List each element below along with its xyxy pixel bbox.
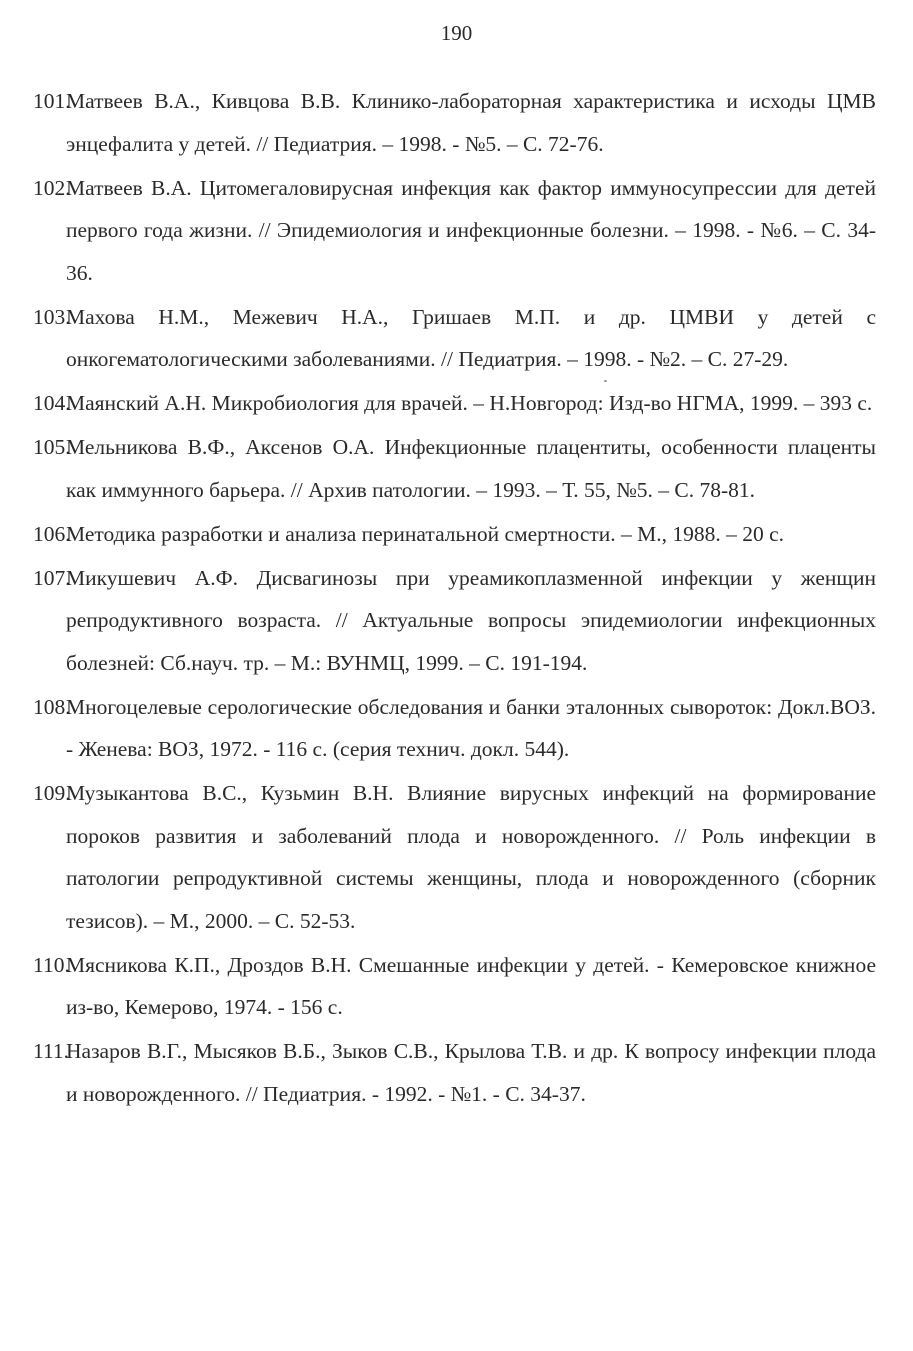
scan-speck — [604, 380, 607, 382]
reference-item-103 — [33, 296, 876, 381]
reference-number: 107. — [33, 565, 71, 590]
reference-item-105 — [33, 426, 876, 511]
reference-text: Микушевич А.Ф. Дисвагинозы при уреамикоплазменной инфекции у женщин репродуктивного возраста. // Актуальные вопросы эпидемиологии инфекционных болезней: Сб.науч. тр. – М.: ВУНМЦ, 1999. – С. 191-194. — [66, 565, 876, 675]
reference-item-110 — [33, 944, 876, 1029]
reference-item-108 — [33, 686, 876, 771]
reference-number: 101. — [33, 89, 71, 113]
reference-text: Музыкантова В.С., Кузьмин В.Н. Влияние вирусных инфекций на формирование пороков развития и заболеваний плода и новорожденного. // Роль инфекции в патологии репродуктивной системы женщины, плода и новорожденного (сборник тезисов). – М., 2000. – С. 52-53. — [66, 781, 876, 933]
reference-number: 108. — [33, 694, 71, 719]
reference-text: Матвеев В.А., Кивцова В.В. Клинико-лабораторная характеристика и исходы ЦМВ энцефалита у детей. // Педиатрия. – 1998. - №5. – С. 72-76. — [66, 89, 876, 156]
reference-item-104 — [33, 382, 876, 425]
reference-number: 106. — [33, 521, 71, 546]
reference-item-111 — [33, 1030, 876, 1115]
reference-number: 104. — [33, 391, 71, 415]
reference-number: 109. — [33, 781, 71, 805]
reference-text: Маянский А.Н. Микробиология для врачей. – Н.Новгород: Изд-во НГМА, 1999. – 393 с. — [66, 391, 873, 415]
reference-number: 105. — [33, 435, 71, 459]
reference-number: 111. — [33, 1039, 70, 1063]
reference-text: Махова Н.М., Межевич Н.А., Гришаев М.П. и др. ЦМВИ у детей с онкогематологическими заболеваниями. // Педиатрия. – 1998. - №2. – С. 27-29. — [66, 304, 876, 371]
reference-text: Матвеев В.А. Цитомегаловирусная инфекция как фактор иммуносупрессии для детей первого года жизни. // Эпидемиология и инфекционные болезни. – 1998. - №6. – С. 34-36. — [66, 175, 876, 285]
reference-item-102 — [33, 167, 876, 295]
reference-text: Мельникова В.Ф., Аксенов О.А. Инфекционные плацентиты, особенности плаценты как иммунного барьера. // Архив патологии. – 1993. – Т. 55, №5. – С. 78-81. — [66, 435, 876, 502]
reference-text: Методика разработки и анализа перинатальной смертности. – М., 1988. – 20 с. — [66, 521, 785, 546]
reference-number: 103. — [33, 304, 71, 329]
reference-item-107 — [33, 557, 876, 685]
reference-item-109 — [33, 772, 876, 942]
reference-number: 102. — [33, 175, 71, 200]
reference-item-101 — [33, 80, 876, 165]
reference-number: 110. — [33, 952, 70, 977]
reference-text: Многоцелевые серологические обследования и банки эталонных сывороток: Докл.ВОЗ. - Женева: ВОЗ, 1972. - 116 с. (серия технич. докл. 544). — [66, 694, 876, 761]
reference-text: Мясникова К.П., Дроздов В.Н. Смешанные инфекции у детей. - Кемеровское книжное из-во, Кемерово, 1974. - 156 с. — [66, 952, 876, 1019]
reference-item-106 — [33, 513, 876, 556]
reference-text: Назаров В.Г., Мысяков В.Б., Зыков С.В., Крылова Т.В. и др. К вопросу инфекции плода и новорожденного. // Педиатрия. - 1992. - №1. - С. 34-37. — [66, 1039, 876, 1106]
reference-list — [33, 80, 876, 1117]
page-number: 190 — [440, 21, 473, 45]
